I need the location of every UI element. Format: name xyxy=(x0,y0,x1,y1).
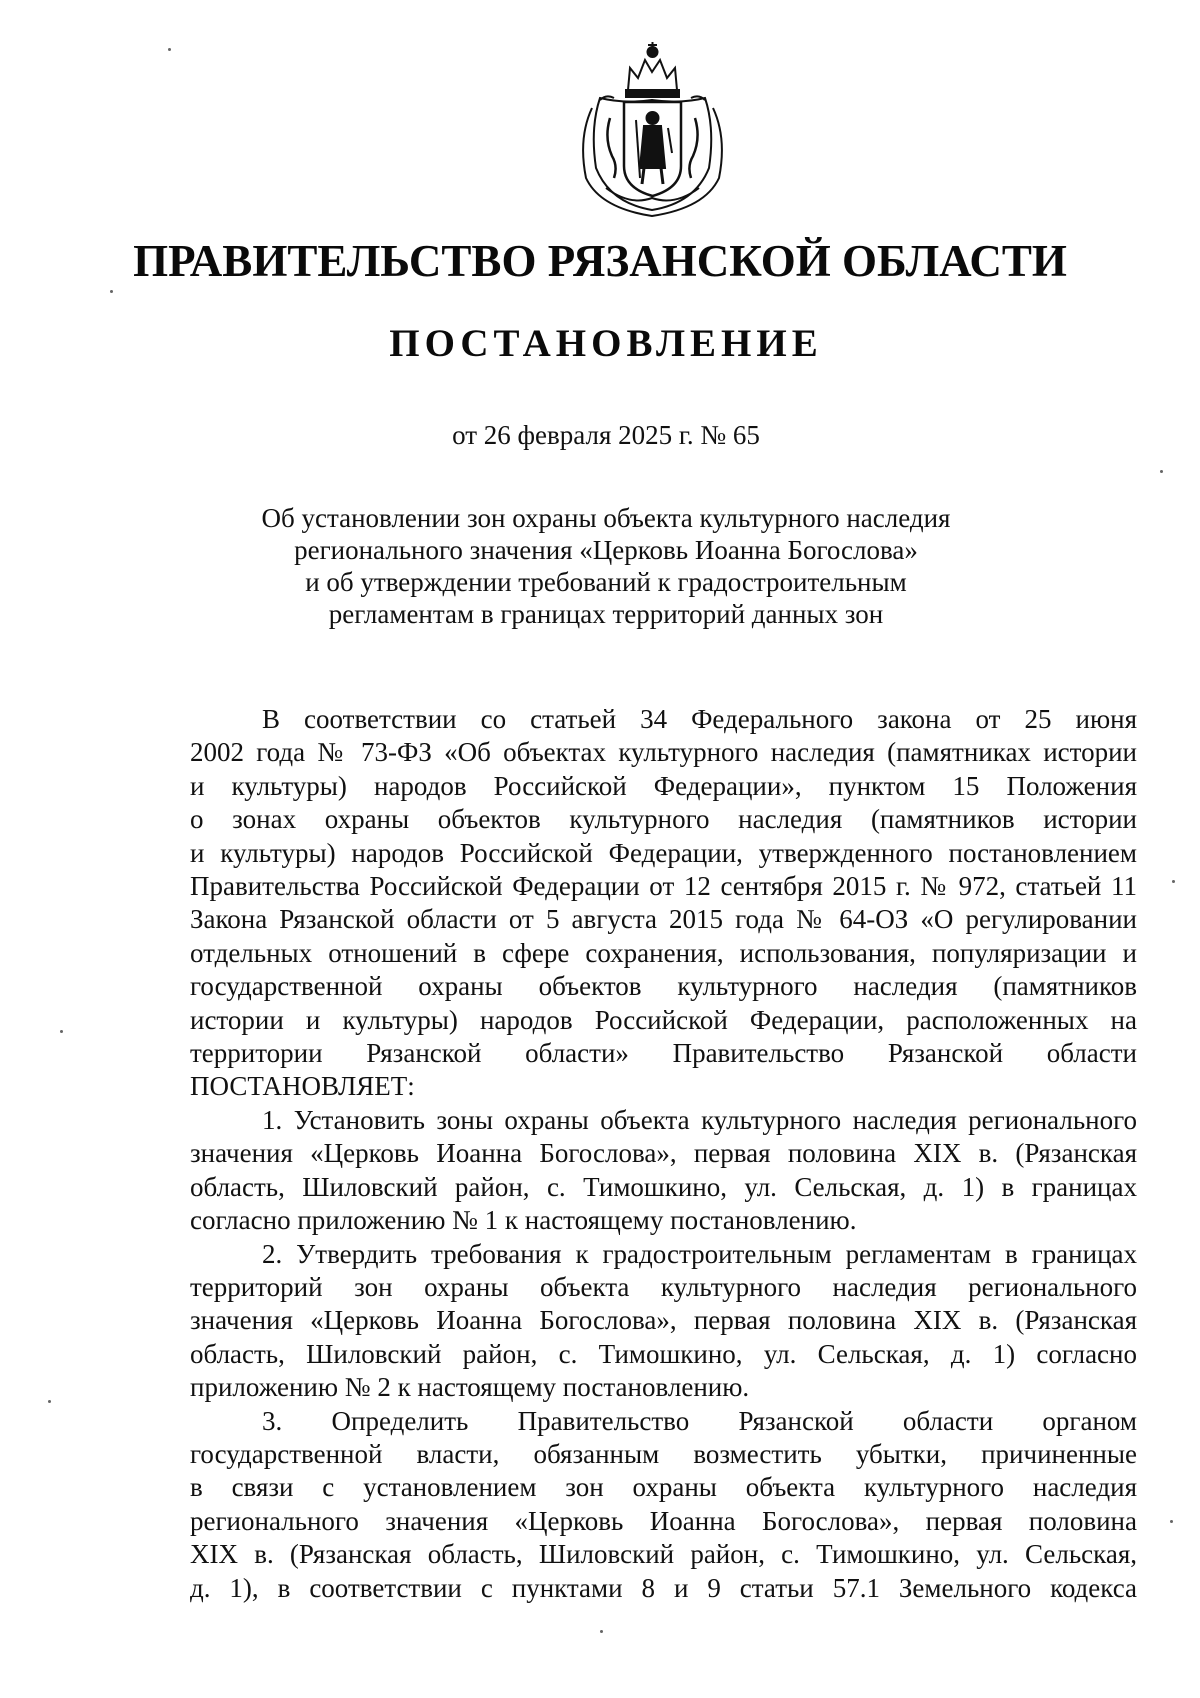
scan-speck xyxy=(110,290,113,293)
scan-speck xyxy=(168,48,171,51)
organization-title: ПРАВИТЕЛЬСТВО РЯЗАНСКОЙ ОБЛАСТИ xyxy=(133,236,1067,286)
text-line: значения «Церковь Иоанна Богослова», первая половина XIX в. (Рязанская xyxy=(190,1305,1137,1336)
text-line: область, Шиловский район, с. Тимошкино, ул. Сельская, д. 1) согласно xyxy=(190,1338,1137,1369)
text-line: д. 1), в соответствии с пунктами 8 и 9 статьи 57.1 Земельного кодекса xyxy=(190,1572,1137,1603)
scan-speck xyxy=(600,1630,603,1633)
text-line: отдельных отношений в сфере сохранения, использования, популяризации и xyxy=(190,937,1137,968)
ryazan-coat-of-arms-icon xyxy=(570,38,735,218)
text-line: значения «Церковь Иоанна Богослова», первая половина XIX в. (Рязанская xyxy=(190,1138,1137,1169)
document-body xyxy=(190,703,1137,1605)
text-line: истории и культуры) народов Российской Федерации, расположенных на xyxy=(190,1004,1137,1035)
item-1-paragraph xyxy=(190,1104,1137,1238)
subject-line: регламентам в границах территорий данных зон xyxy=(328,599,884,629)
preamble-paragraph xyxy=(190,703,1137,1104)
document-type: ПОСТАНОВЛЕНИЕ xyxy=(389,322,823,365)
subject-line: регионального значения «Церковь Иоанна Богослова» xyxy=(294,535,918,565)
scan-speck xyxy=(48,1400,51,1403)
text-line: 1. Установить зоны охраны объекта культурного наследия регионального xyxy=(262,1104,1137,1135)
item-3-paragraph xyxy=(190,1405,1137,1605)
scan-speck xyxy=(1172,880,1175,883)
text-line: Закона Рязанской области от 5 августа 2015 года № 64-ОЗ «О регулировании xyxy=(190,904,1137,935)
subject-line: Об установлении зон охраны объекта культурного наследия xyxy=(261,503,951,533)
text-line: 3. Определить Правительство Рязанской области органом xyxy=(262,1405,1137,1436)
text-line: регионального значения «Церковь Иоанна Богослова», первая половина xyxy=(190,1505,1137,1536)
text-line: и культуры) народов Российской Федерации, утвержденного постановлением xyxy=(190,837,1137,868)
text-line: 2. Утвердить требования к градостроительным регламентам в границах xyxy=(262,1238,1137,1269)
text-line: область, Шиловский район, с. Тимошкино, ул. Сельская, д. 1) в границах xyxy=(190,1171,1137,1202)
text-line: 2002 года № 73-ФЗ «Об объектах культурного наследия (памятниках истории xyxy=(190,737,1137,768)
text-line: о зонах охраны объектов культурного наследия (памятников истории xyxy=(190,804,1137,835)
text-line: В соответствии со статьей 34 Федерального закона от 25 июня xyxy=(262,704,1137,734)
text-line: территории Рязанской области» Правительство Рязанской области xyxy=(190,1038,1137,1069)
scan-speck xyxy=(1160,470,1163,473)
text-line: государственной власти, обязанным возместить убытки, причиненные xyxy=(190,1438,1137,1469)
text-line: территорий зон охраны объекта культурного наследия регионального xyxy=(190,1271,1137,1302)
text-line: XIX в. (Рязанская область, Шиловский район, с. Тимошкино, ул. Сельская, xyxy=(190,1539,1137,1570)
text-line: и культуры) народов Российской Федерации», пунктом 15 Положения xyxy=(190,770,1137,801)
text-line: в связи с установлением зон охраны объекта культурного наследия xyxy=(190,1472,1137,1503)
scan-speck xyxy=(60,1030,63,1033)
item-2-paragraph xyxy=(190,1238,1137,1405)
text-line: приложению № 2 к настоящему постановлению. xyxy=(190,1372,750,1403)
text-line: ПОСТАНОВЛЯЕТ: xyxy=(190,1071,415,1102)
subject-line: и об утверждении требований к градостроительным xyxy=(305,567,907,597)
text-line: согласно приложению № 1 к настоящему постановлению. xyxy=(190,1205,857,1236)
document-subject xyxy=(240,502,972,630)
text-line: государственной охраны объектов культурного наследия (памятников xyxy=(190,971,1137,1002)
text-line: Правительства Российской Федерации от 12 сентября 2015 г. № 972, статьей 11 xyxy=(190,871,1137,902)
document-date-number: от 26 февраля 2025 г. № 65 xyxy=(452,420,760,450)
scan-speck xyxy=(1170,1520,1173,1523)
